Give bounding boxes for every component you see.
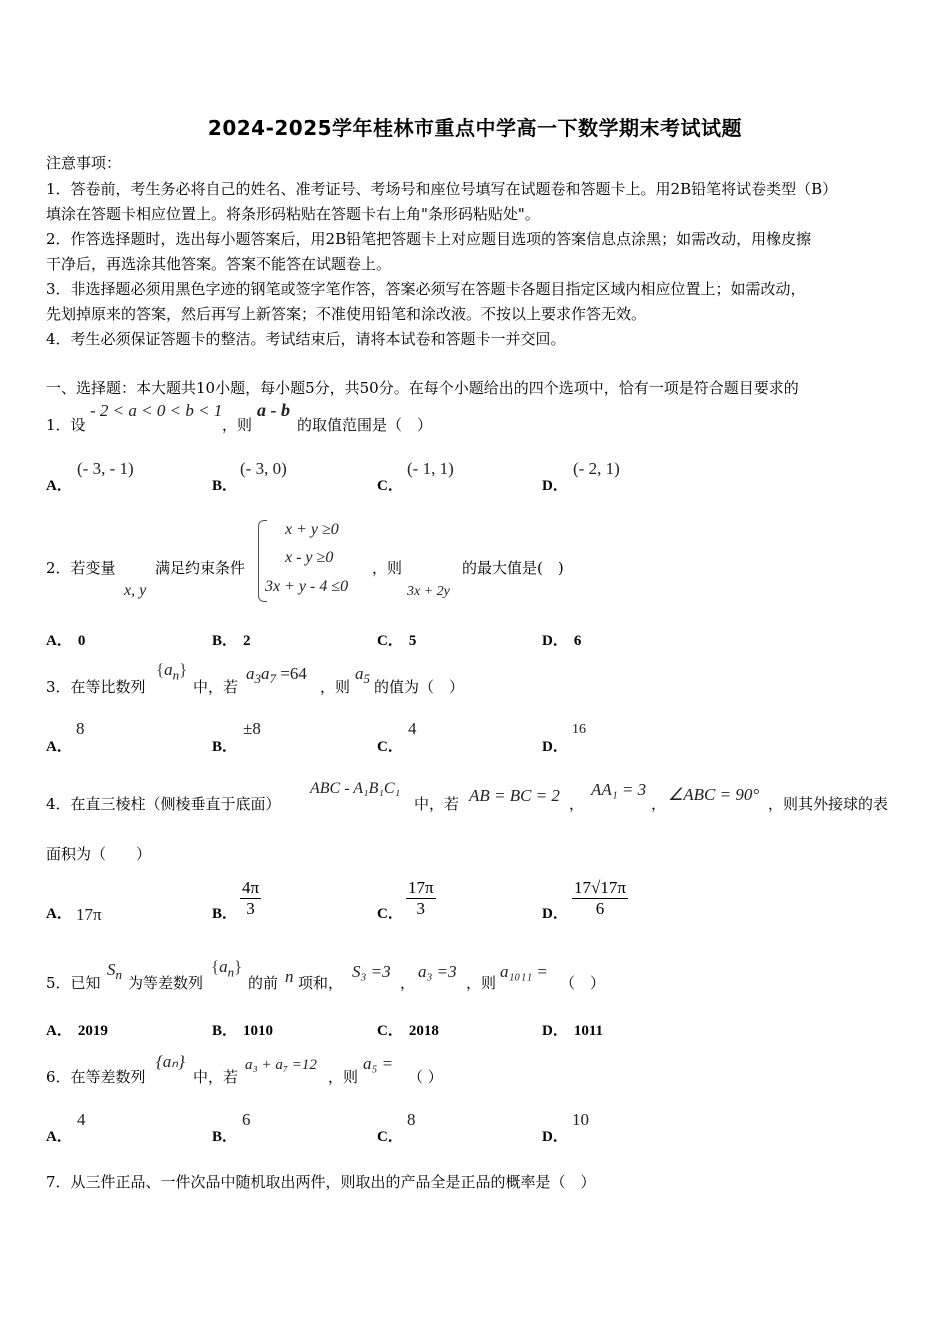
q6-option-c[interactable]: 8 [407, 1110, 416, 1129]
q4-condition-2: AA₁ = 3 [591, 780, 647, 799]
q6-target: a₅ = [363, 1054, 394, 1073]
q2-pre: 2．若变量 [46, 559, 116, 577]
q6-sequence: {aₙ} [156, 1052, 185, 1071]
q2-post: 的最大值是( ) [462, 559, 564, 577]
q2-constraint-1: x + y ≥0 [285, 521, 339, 538]
q3-option-d[interactable]: 16 [572, 722, 586, 737]
q5-option-b[interactable]: B． 1010 [212, 1023, 274, 1039]
q4-pre: 4．在直三棱柱（侧棱垂直于底面） [46, 795, 281, 813]
q6-then: ，则 [328, 1068, 359, 1086]
q4-option-d[interactable]: $\frac{17√17\pi}{6}$ [574, 878, 626, 918]
q5-n: n [285, 967, 294, 986]
q4-sep-2: ， [651, 795, 667, 813]
q1-condition: - 2 < a < 0 < b < 1 [90, 401, 223, 420]
notice-line: 1．答卷前，考生务必将自己的姓名、准考证号、考场号和座位号填写在试题卷和答题卡上。用2B铅笔将试卷类型（B） [46, 180, 838, 198]
q6-option-a-label[interactable]: A． [46, 1129, 72, 1145]
q4-sep-1: ， [569, 795, 585, 813]
q5-condition-2: a₃ =3 [418, 962, 457, 981]
q5-pre: 5．已知 [46, 974, 101, 992]
q1-post: 的取值范围是（ ） [297, 416, 433, 434]
q1-option-b-label[interactable]: B． [212, 478, 238, 494]
q4-option-c[interactable]: $\frac{17\pi}{3}$ [408, 878, 434, 918]
q4-condition-3: ∠ABC = 90° [668, 785, 760, 804]
q2-constraint-3: 3x + y - 4 ≤0 [265, 578, 349, 595]
q5-condition-1: S₃ =3 [352, 962, 391, 981]
q1-pre: 1．设 [46, 416, 86, 434]
q5-mid: 为等差数列 [128, 974, 204, 992]
q1-option-a-label[interactable]: A． [46, 478, 72, 494]
q5-sequence: $\{a_n\}$ [211, 957, 243, 980]
q2-option-b[interactable]: B． 2 [212, 633, 251, 649]
q4-post: ，则其外接球的表 [768, 795, 889, 813]
q1-option-a[interactable]: (- 3, - 1) [77, 459, 134, 478]
q4-option-b-label[interactable]: B． [212, 906, 238, 922]
notice-line: 2．作答选择题时，选出每小题答案后，用2B铅笔把答题卡上对应题目选项的答案信息点涂黑；如需改动，用橡皮擦 [46, 230, 812, 248]
q6-option-b[interactable]: 6 [242, 1110, 251, 1129]
q1-option-d[interactable]: (- 2, 1) [573, 459, 620, 478]
q1-option-b[interactable]: (- 3, 0) [240, 459, 287, 478]
q3-option-a-label[interactable]: A． [46, 739, 72, 755]
q3-option-b[interactable]: ±8 [243, 719, 261, 738]
notice-line: 3．非选择题必须用黑色字迹的钢笔或签字笔作答，答案必须写在答题卡各题目指定区域内相应位置上；如需改动， [46, 280, 806, 298]
q1-option-d-label[interactable]: D． [542, 478, 568, 494]
q5-mid-3: 项和， [298, 974, 344, 992]
q1-mid: ，则 [222, 416, 253, 434]
q6-option-d[interactable]: 10 [572, 1110, 589, 1129]
notice-line: 干净后，再选涂其他答案。答案不能答在试题卷上。 [46, 255, 392, 273]
q2-constraint-2: x - y ≥0 [285, 549, 334, 566]
notice-line: 4．考生必须保证答题卡的整洁。考试结束后，请将本试卷和答题卡一并交回。 [46, 330, 566, 348]
q2-option-d[interactable]: D． 6 [542, 633, 582, 649]
q5-mid-2: 的前 [248, 974, 279, 992]
q2-vars: x, y [124, 582, 147, 599]
q1-option-c-label[interactable]: C． [377, 478, 403, 494]
q3-sequence: $\{a_n\}$ [156, 660, 188, 683]
q4-option-c-label[interactable]: C． [377, 906, 403, 922]
q4-prism: ABC - A₁B₁C₁ [310, 780, 401, 797]
q4-option-a[interactable]: 17π [76, 905, 102, 924]
q6-post: （ ） [408, 1068, 443, 1086]
q3-option-c[interactable]: 4 [408, 719, 417, 738]
q2-option-a[interactable]: A． 0 [46, 633, 86, 649]
q3-post: 的值为（ ） [374, 678, 465, 696]
q3-option-b-label[interactable]: B． [212, 739, 238, 755]
q3-mid: 中，若 [193, 678, 239, 696]
notice-heading: 注意事项： [46, 154, 122, 172]
section-heading: 一、选择题：本大题共10小题，每小题5分，共50分。在每个小题给出的四个选项中，恰有一项是符合题目要求的 [46, 379, 799, 397]
q3-option-a[interactable]: 8 [76, 719, 85, 738]
q4-option-b[interactable]: $\frac{4\pi}{3}$ [242, 878, 260, 918]
q3-option-d-label[interactable]: D． [542, 739, 568, 755]
q7-text: 7．从三件正品、一件次品中随机取出两件，则取出的产品全是正品的概率是（ ） [46, 1173, 596, 1191]
q6-condition: a₃ + a₇ =12 [245, 1057, 317, 1073]
q6-option-b-label[interactable]: B． [212, 1129, 238, 1145]
q2-then: ，则 [372, 559, 403, 577]
q5-option-a[interactable]: A． 2019 [46, 1023, 108, 1039]
q3-condition: $a_3a_7 =64$ [246, 664, 307, 687]
notice-line: 先划掉原来的答案，然后再写上新答案；不准使用铅笔和涂改液。不按以上要求作答无效。 [46, 305, 647, 323]
q3-target: $a_5$ [355, 664, 370, 687]
q4-mid: 中，若 [414, 795, 460, 813]
q5-sum: $S_n$ [107, 960, 122, 983]
q6-option-a[interactable]: 4 [77, 1110, 86, 1129]
q3-pre: 3．在等比数列 [46, 678, 146, 696]
q4-line-2: 面积为（ ） [46, 845, 152, 863]
q6-option-d-label[interactable]: D． [542, 1129, 568, 1145]
q4-condition-1: AB = BC = 2 [469, 786, 560, 805]
q6-option-c-label[interactable]: C． [377, 1129, 403, 1145]
q4-option-d-label[interactable]: D． [542, 906, 568, 922]
q6-pre: 6．在等差数列 [46, 1068, 146, 1086]
q6-mid: 中，若 [193, 1068, 239, 1086]
q5-post: （ ） [560, 974, 606, 992]
q5-sep: ， [400, 974, 416, 992]
q5-option-d[interactable]: D． 1011 [542, 1023, 604, 1039]
page-title: 2024-2025学年桂林市重点中学高一下数学期末考试试题 [207, 116, 743, 140]
q1-expression: a - b [257, 400, 290, 420]
q5-target: a₁₀₁₁ = [500, 962, 548, 981]
q5-option-c[interactable]: C． 2018 [377, 1023, 439, 1039]
notice-line: 填涂在答题卡相应位置上。将条形码粘贴在答题卡右上角"条形码粘贴处"。 [46, 205, 540, 223]
q2-expression: 3x + 2y [407, 584, 450, 599]
q4-option-a-label[interactable]: A． [46, 906, 72, 922]
q3-option-c-label[interactable]: C． [377, 739, 403, 755]
q5-then: ，则 [466, 974, 497, 992]
q3-then: ，则 [320, 678, 351, 696]
q2-mid: 满足约束条件 [155, 559, 246, 577]
q2-option-c[interactable]: C． 5 [377, 633, 417, 649]
q1-option-c[interactable]: (- 1, 1) [407, 459, 454, 478]
